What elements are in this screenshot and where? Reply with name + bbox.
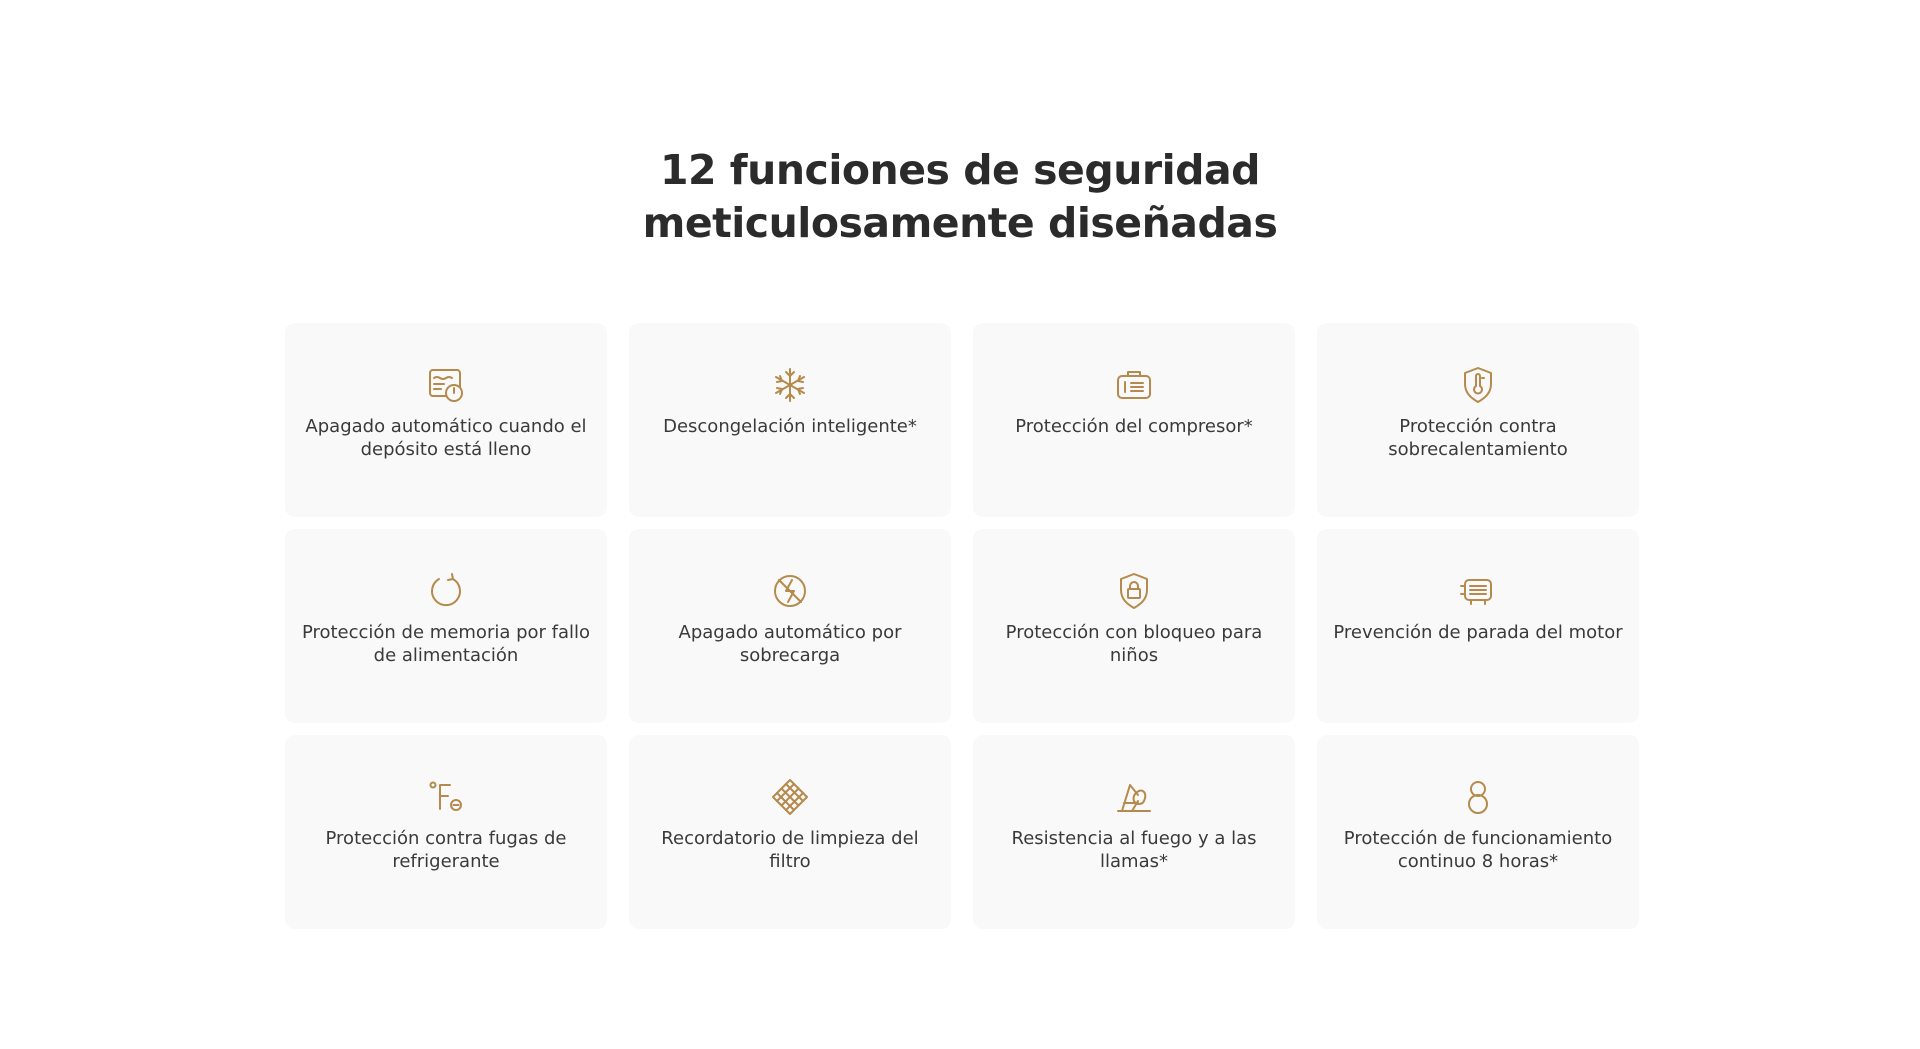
refrigerant-leak-icon bbox=[424, 775, 468, 819]
feature-card bbox=[629, 735, 951, 929]
shield-thermometer-icon bbox=[1456, 363, 1500, 407]
compressor-icon bbox=[1112, 363, 1156, 407]
feature-label: Apagado automático cuando el depósito está lleno bbox=[305, 416, 587, 460]
snowflake-icon bbox=[768, 363, 812, 407]
section-title bbox=[0, 144, 1920, 250]
feature-card bbox=[973, 735, 1295, 929]
feature-card bbox=[629, 323, 951, 517]
feature-label: Protección contra sobrecalentamiento bbox=[1388, 416, 1568, 460]
feature-label: Descongelación inteligente* bbox=[663, 416, 917, 437]
feature-card bbox=[1317, 529, 1639, 723]
flame-resistance-icon bbox=[1112, 775, 1156, 819]
feature-card bbox=[1317, 323, 1639, 517]
feature-label: Apagado automático por sobrecarga bbox=[678, 622, 902, 666]
feature-card bbox=[973, 529, 1295, 723]
child-lock-icon bbox=[1112, 569, 1156, 613]
feature-card bbox=[1317, 735, 1639, 929]
overload-icon bbox=[768, 569, 812, 613]
tank-full-power-icon bbox=[424, 363, 468, 407]
feature-label: Protección del compresor* bbox=[1015, 416, 1253, 437]
section-title-line-2: meticulosamente diseñadas bbox=[642, 199, 1278, 247]
features-grid bbox=[285, 323, 1635, 929]
section-title-line-1: 12 funciones de seguridad bbox=[659, 146, 1261, 194]
eight-hours-icon bbox=[1456, 775, 1500, 819]
feature-card bbox=[629, 529, 951, 723]
feature-label: Protección con bloqueo para niños bbox=[1005, 622, 1263, 666]
feature-label: Protección de memoria por fallo de alimentación bbox=[301, 622, 591, 666]
feature-label: Protección de funcionamiento continuo 8 horas* bbox=[1343, 828, 1613, 872]
feature-label: Resistencia al fuego y a las llamas* bbox=[1011, 828, 1257, 872]
feature-label: Protección contra fugas de refrigerante bbox=[325, 828, 567, 872]
feature-card bbox=[285, 735, 607, 929]
motor-icon bbox=[1456, 569, 1500, 613]
feature-card bbox=[285, 529, 607, 723]
feature-label: Prevención de parada del motor bbox=[1333, 622, 1623, 643]
feature-label: Recordatorio de limpieza del filtro bbox=[661, 828, 919, 872]
power-memory-icon bbox=[424, 569, 468, 613]
feature-card bbox=[973, 323, 1295, 517]
filter-icon bbox=[768, 775, 812, 819]
feature-card bbox=[285, 323, 607, 517]
